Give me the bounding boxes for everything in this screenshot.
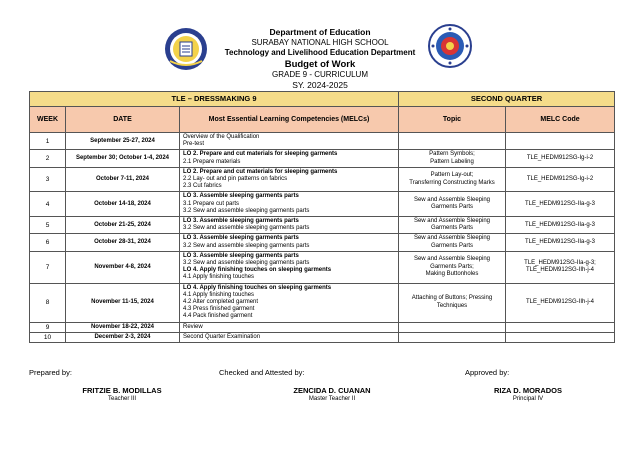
quarter-cell: SECOND QUARTER: [399, 92, 615, 107]
week-cell: 8: [30, 283, 66, 322]
prepared-signatory: [62, 386, 182, 402]
melc-code-cell: [506, 150, 615, 167]
table-row: [30, 150, 615, 167]
topic-line: Sew and Assemble Sleeping: [413, 235, 491, 242]
school-name: SURABAY NATIONAL HIGH SCHOOL: [251, 37, 389, 47]
grade-level: GRADE 9 - CURRICULUM: [271, 69, 368, 79]
melc-cell: [180, 217, 399, 234]
checked-by-label: Checked and Attested by:: [219, 368, 305, 377]
date-cell: November 11-15, 2024: [66, 283, 180, 322]
week-cell: 5: [30, 217, 66, 234]
topic-cell: [399, 251, 506, 283]
week-cell: 1: [30, 133, 66, 150]
melc-cell: [180, 167, 399, 192]
date-header: DATE: [66, 107, 180, 133]
melc-line: LO 2. Prepare and cut materials for sleeping garments: [183, 151, 338, 158]
table-row: [30, 217, 615, 234]
topic-cell: [399, 234, 506, 251]
melc-line: 2.3 Cut fabrics: [183, 183, 222, 190]
prepared-by-label: Prepared by:: [29, 368, 72, 377]
melcs-header: Most Essential Learning Competencies (MELCs): [180, 107, 399, 133]
code-line: TLE_HEDM912SG-IIa-g-3: [524, 200, 596, 207]
melc-code-cell: [506, 192, 615, 217]
melc-code-cell: [506, 234, 615, 251]
date-cell: October 21-25, 2024: [66, 217, 180, 234]
subject-cell: TLE – DRESSMAKING 9: [30, 92, 399, 107]
approved-by-label: Approved by:: [465, 368, 510, 377]
prepared-position: Teacher III: [107, 396, 136, 402]
melc-line: 2.2 Lay- out and pin patterns on fabrics: [183, 176, 288, 183]
melc-line: 3.2 Sew and assemble sleeping garments parts: [183, 207, 310, 214]
document-header: [0, 27, 640, 91]
melc-code-cell: [506, 322, 615, 332]
melc-line: LO 3. Assemble sleeping garments parts: [183, 235, 299, 242]
topic-line: Garments Parts: [430, 204, 473, 211]
week-cell: 10: [30, 332, 66, 342]
checked-position: Master Teacher II: [308, 396, 356, 402]
table-row: [30, 167, 615, 192]
melc-line: LO 4. Apply finishing touches on sleeping garments: [183, 284, 332, 291]
week-cell: 6: [30, 234, 66, 251]
code-line: TLE_HEDM912SG-IIa-g-3: [524, 239, 596, 246]
approved-position: Principal IV: [512, 396, 544, 402]
melc-cell: [180, 234, 399, 251]
checked-name: ZENCIDA D. CUANAN: [293, 386, 371, 395]
melc-line: LO 2. Prepare and cut materials for sleeping garments: [183, 168, 338, 175]
table-row: [30, 332, 615, 342]
melc-line: 4.3 Press finished garment: [183, 306, 255, 313]
prepared-name: FRITZIE B. MODILLAS: [82, 386, 162, 395]
melc-code-cell: [506, 332, 615, 342]
approved-name: RIZA D. MORADOS: [493, 386, 563, 395]
melc-cell: [180, 150, 399, 167]
topic-cell: [399, 322, 506, 332]
column-header-row: [30, 107, 615, 133]
topic-line: Pattern Lay-out;: [430, 172, 474, 179]
date-cell: September 25-27, 2024: [66, 133, 180, 150]
checked-signatory: [272, 386, 392, 402]
melc-cell: [180, 332, 399, 342]
melc-code-cell: [506, 167, 615, 192]
topic-line: Garments Parts: [430, 242, 473, 249]
date-cell: December 2-3, 2024: [66, 332, 180, 342]
code-line: TLE_HEDM912SG-Ig-i-2: [526, 155, 594, 161]
melc-line: Review: [183, 323, 203, 330]
melc-line: LO 3. Assemble sleeping garments parts: [183, 252, 299, 259]
melc-line: LO 4. Apply finishing touches on sleeping garments: [183, 267, 332, 274]
topic-cell: [399, 133, 506, 150]
week-cell: 7: [30, 251, 66, 283]
melc-line: LO 3. Assemble sleeping garments parts: [183, 193, 299, 200]
topic-line: Pattern Labeling: [430, 158, 474, 165]
melc-line: Second Quarter Examination: [183, 333, 261, 340]
melc-line: 3.2 Sew and assemble sleeping garments parts: [183, 260, 310, 267]
melc-code-header: MELC Code: [506, 107, 615, 133]
topic-line: Sew and Assemble Sleeping: [413, 256, 491, 263]
date-cell: September 30; October 1-4, 2024: [66, 150, 180, 167]
date-cell: November 18-22, 2024: [66, 322, 180, 332]
topic-line: Pattern Symbols;: [429, 151, 475, 158]
week-cell: 2: [30, 150, 66, 167]
topic-line: Sew and Assemble Sleeping: [413, 197, 491, 204]
melc-cell: [180, 251, 399, 283]
melc-line: 4.2 Alter completed garment: [183, 299, 259, 306]
date-cell: October 28-31, 2024: [66, 234, 180, 251]
topic-line: Making Buttonholes: [425, 270, 479, 277]
melc-code-cell: [506, 251, 615, 283]
topic-line: Garments Parts;: [430, 263, 474, 270]
date-cell: November 4-8, 2024: [66, 251, 180, 283]
melc-cell: [180, 322, 399, 332]
week-cell: 4: [30, 192, 66, 217]
melc-line: 3.2 Sew and assemble sleeping garments parts: [183, 225, 310, 232]
melc-code-cell: [506, 217, 615, 234]
melc-line: 2.1 Prepare materials: [183, 158, 241, 165]
topic-cell: [399, 217, 506, 234]
topic-cell: [399, 167, 506, 192]
melc-code-cell: [506, 133, 615, 150]
week-cell: 9: [30, 322, 66, 332]
table-row: [30, 234, 615, 251]
melc-cell: [180, 192, 399, 217]
document-title: Budget of Work: [284, 58, 356, 70]
topic-cell: [399, 332, 506, 342]
code-line: TLE_HEDM912SG-Ig-i-2: [526, 176, 594, 183]
topic-cell: [399, 150, 506, 167]
approved-signatory: [468, 386, 588, 402]
code-line: TLE_HEDM912SG-IIa-g-3;: [524, 260, 596, 267]
melc-line: 4.4 Pack finished garment: [183, 313, 253, 320]
code-line: TLE_HEDM912SG-IIa-g-3: [524, 221, 596, 228]
date-cell: October 14-18, 2024: [66, 192, 180, 217]
topic-line: Sew and Assemble Sleeping: [413, 218, 491, 225]
date-cell: October 7-11, 2024: [66, 167, 180, 192]
topic-line: Transferring Constructing Marks: [409, 179, 495, 186]
table-row: [30, 251, 615, 283]
week-header: WEEK: [30, 107, 66, 133]
melc-line: LO 3. Assemble sleeping garments parts: [183, 218, 299, 225]
melc-line: 3.1 Prepare cut parts: [183, 200, 240, 207]
table-row: [30, 133, 615, 150]
melc-line: Overview of the Qualification: [183, 134, 260, 140]
topic-cell: [399, 283, 506, 322]
code-line: TLE_HEDM912SG-IIh-j-4: [525, 267, 595, 274]
table-row: [30, 322, 615, 332]
melc-line: 4.1 Apply finishing touches: [183, 291, 255, 298]
budget-of-work-table: [29, 91, 615, 343]
topic-cell: [399, 192, 506, 217]
melc-line: 4.1 Apply finishing touches: [183, 274, 255, 281]
topic-line: Techniques: [436, 302, 468, 309]
code-line: TLE_HEDM912SG-IIh-j-4: [525, 299, 595, 306]
melc-code-cell: [506, 283, 615, 322]
topic-line: Garments Parts: [430, 225, 473, 232]
table-row: [30, 283, 615, 322]
topic-line: Attaching of Buttons; Pressing: [411, 295, 493, 302]
table-row: [30, 192, 615, 217]
table-title-row: [30, 92, 615, 107]
school-year: SY. 2024-2025: [292, 80, 348, 90]
melc-line: 3.2 Sew and assemble sleeping garments parts: [183, 242, 310, 249]
tle-department-name: Technology and Livelihood Education Department: [224, 48, 416, 57]
department-name: Department of Education: [269, 27, 371, 37]
topic-header: Topic: [399, 107, 506, 133]
melc-cell: [180, 133, 399, 150]
melc-cell: [180, 283, 399, 322]
melc-line: Pre-test: [183, 141, 205, 148]
week-cell: 3: [30, 167, 66, 192]
